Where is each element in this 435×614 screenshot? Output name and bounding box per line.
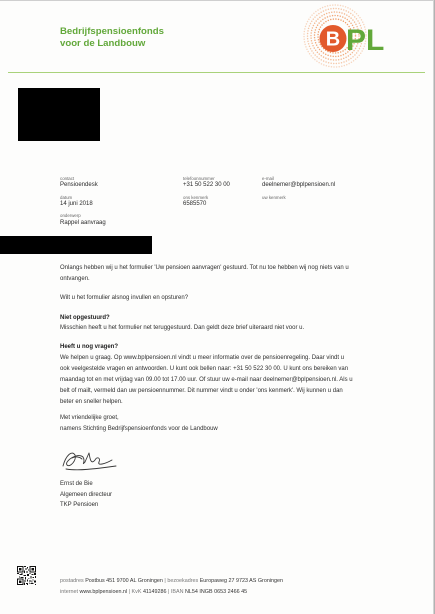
footer-registration-line xyxy=(60,587,283,598)
closing-line: Met vriendelijke groet, xyxy=(60,415,119,421)
our-reference-label: ons kenmerk xyxy=(183,195,209,200)
footer-separator: | xyxy=(164,578,166,584)
your-reference-label: uw kenmerk xyxy=(262,195,286,200)
section-heading: Niet opgestuurd? xyxy=(60,315,110,321)
section-heading: Heeft u nog vragen? xyxy=(60,344,119,350)
qr-code-icon xyxy=(17,566,36,585)
paragraph-line: ook veelgestelde vragen en antwoorden. U kunt ook bellen naar: +31 50 522 30 00. U kunt ons bereiken van xyxy=(60,366,349,372)
paragraph-line: Misschien heeft u het formulier net teruggestuurd. Dan geldt deze brief uiteraard niet voor u. xyxy=(60,325,305,331)
paragraph-line: Onlangs hebben wij u het formulier 'Uw pensioen aanvragen' gestuurd. Tot nu toe hebben wij nog niets van u xyxy=(60,265,349,271)
redacted-recipient-name xyxy=(0,236,152,254)
contact-value: Pensioendesk xyxy=(60,182,98,188)
footer-separator: | xyxy=(128,589,131,595)
date-label: datum xyxy=(60,195,73,200)
signature-graphic xyxy=(58,444,120,474)
paragraph-line: beter en sneller helpen. xyxy=(60,399,123,405)
paragraph-line: We helpen u graag. Op www.bplpensioen.nl vindt u meer informatie over de pensioenregeling. Daar vindt u xyxy=(60,355,345,361)
intro-paragraph xyxy=(60,263,349,285)
logo-letter-b: B xyxy=(325,28,341,51)
subject-label: onderwerp xyxy=(60,213,81,218)
kvk-value: 41149286 xyxy=(142,589,167,595)
closing xyxy=(60,413,218,434)
phone-value: +31 50 522 30 00 xyxy=(183,182,230,188)
logo-letters-pl: PL xyxy=(346,24,385,57)
internet-value: www.bplpensioen.nl xyxy=(79,589,128,595)
email-label: e-mail xyxy=(262,176,274,181)
our-reference-value: 6585570 xyxy=(183,201,207,207)
paragraph-line: maandag tot en met vrijdag van 09.00 tot 17.00 uur. Of stuur uw e-mail naar deelnemer@bplpensioen.nl. Als u xyxy=(60,377,353,383)
footer xyxy=(60,576,283,598)
signatory-name: Ernst de Bie xyxy=(60,481,93,487)
paragraph-line: ontvangen. xyxy=(60,276,90,282)
date-value: 14 juni 2018 xyxy=(60,201,93,207)
organization-name-line-2: voor de Landbouw xyxy=(60,37,146,49)
visit-address-value: Europaweg 27 9723 AS Groningen xyxy=(199,578,284,584)
footer-address-line xyxy=(60,576,283,587)
iban-label: IBAN xyxy=(170,589,184,595)
bpl-logo xyxy=(294,3,390,71)
scan-edge-top xyxy=(0,0,435,1)
paragraph-line: belt of mailt, vermeld dan uw pensioennummer. Dit nummer vindt u onder 'ons kenmerk'. Wij kunnen u dan xyxy=(60,388,343,394)
section-questions xyxy=(60,342,353,408)
email-value: deelnemer@bplpensioen.nl xyxy=(262,182,336,188)
paragraph-line: Wilt u het formulier alsnog invullen en opsturen? xyxy=(60,295,189,301)
postal-address-value: Postbus 451 9700 AL Groningen xyxy=(85,578,163,584)
signatory-organization: TKP Pensioen xyxy=(60,502,99,508)
section-not-sent xyxy=(60,313,304,333)
signature-stroke xyxy=(63,453,116,470)
signatory xyxy=(60,479,112,511)
contact-label: contact xyxy=(60,176,75,181)
redacted-address-block xyxy=(18,88,100,141)
header-divider xyxy=(8,72,425,73)
closing-line: namens Stichting Bedrijfspensioenfonds voor de Landbouw xyxy=(60,425,218,432)
request-paragraph xyxy=(60,293,188,304)
subject-value: Rappel aanvraag xyxy=(60,220,106,226)
kvk-label: KvK xyxy=(131,589,142,595)
internet-label: internet xyxy=(60,589,78,595)
organization-name-line-1: Bedrijfspensioenfonds xyxy=(60,26,164,37)
iban-value: NL54 INGB 0653 2466 45 xyxy=(185,589,248,595)
visit-address-label: bezoekadres xyxy=(167,578,199,584)
signatory-title: Algemeen directeur xyxy=(60,491,113,498)
organization-name xyxy=(60,26,164,49)
phone-label: telefoonnummer xyxy=(183,176,215,181)
footer-separator: | xyxy=(168,589,170,595)
postal-address-label: postadres xyxy=(60,578,84,584)
